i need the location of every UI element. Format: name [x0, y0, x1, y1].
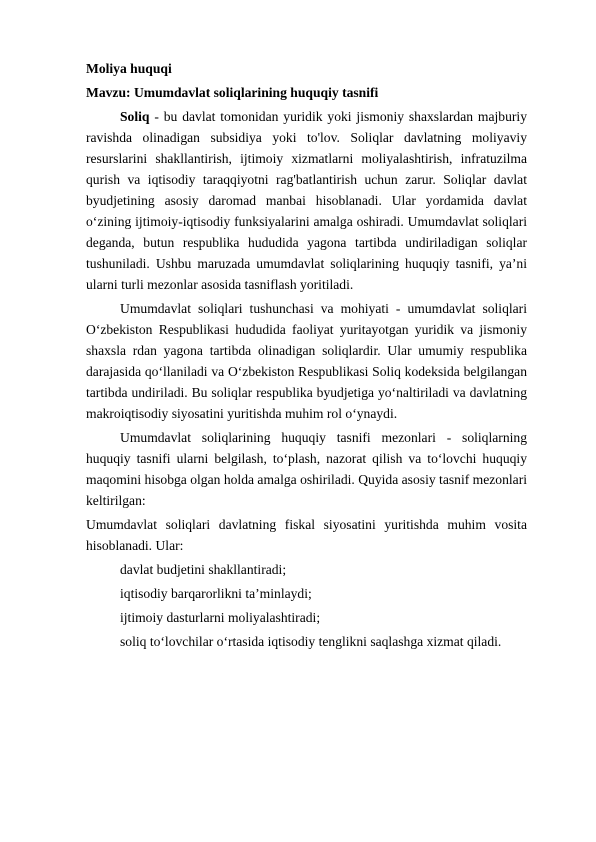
paragraph-fiscal: Umumdavlat soliqlari davlatning fiskal siyosatini yuritishda muhim vosita hisoblanadi. Ular: — [86, 517, 527, 553]
term-bold: Soliq — [120, 109, 150, 124]
document-page — [86, 58, 527, 655]
paragraph-definition — [86, 106, 527, 295]
paragraph-criteria: Umumdavlat soliqlarining huquqiy tasnifi mezonlari - soliqlarning huquqiy tasnifi ularni belgilash, to‘plash, nazorat qilish va to‘lovchi huquqiy maqomini hisobga olgan holda amalga oshiriladi. Quyida asosiy tasnif mezonlari keltirilgan: — [86, 430, 527, 508]
list-item: ijtimoiy dasturlarni moliyalashtiradi; — [120, 610, 321, 625]
subject-title: Moliya huquqi — [86, 61, 172, 76]
list-item: iqtisodiy barqarorlikni ta’minlaydi; — [120, 586, 312, 601]
topic-heading: Mavzu: Umumdavlat soliqlarining huquqiy tasnifi — [86, 85, 379, 100]
list-item: soliq to‘lovchilar o‘rtasida iqtisodiy tenglikni saqlashga xizmat qiladi. — [120, 634, 502, 649]
paragraph-concept: Umumdavlat soliqlari tushunchasi va mohiyati - umumdavlat soliqlari O‘zbekiston Respublikasi hududida faoliyat yuritayotgan yuridik va jismoniy shaxsla rdan yagona tartibda olinadigan soliqlardir. Ular umumiy respublika darajasida qo‘llaniladi va O‘zbekiston Respublikasi Soliq kodeksida belgilangan tartibda undiriladi. Bu soliqlar respublika byudjetiga yo‘naltiriladi va davlatning makroiqtisodiy siyosatini yuritishda muhim rol o‘ynaydi. — [86, 301, 527, 421]
list-item: davlat budjetini shakllantiradi; — [120, 562, 287, 577]
paragraph-definition-text: - bu davlat tomonidan yuridik yoki jismoniy shaxslardan majburiy ravishda olinadigan subsidiya yoki to'lov. Soliqlar davlatning moliyaviy resurslarini shakllantirish, ijtimoiy xizmatlarni moliyalashtirish, infratuzilma qurish va iqtisodiy taraqqiyotni rag'batlantirish uchun zarur. Soliqlar davlat byudjetining asosiy daromad manbai hisoblanadi. Ular yordamida davlat o‘zining ijtimoiy-iqtisodiy funksiyalarini amalga oshiradi. Umumdavlat soliqlari deganda, butun respublika hududida yagona tartibda undiriladigan soliqlar tushuniladi. Ushbu maruzada umumdavlat soliqlarining huquqiy tasnifi, ya’ni ularni turli mezonlar asosida tasniflash yoritiladi. — [86, 109, 527, 292]
